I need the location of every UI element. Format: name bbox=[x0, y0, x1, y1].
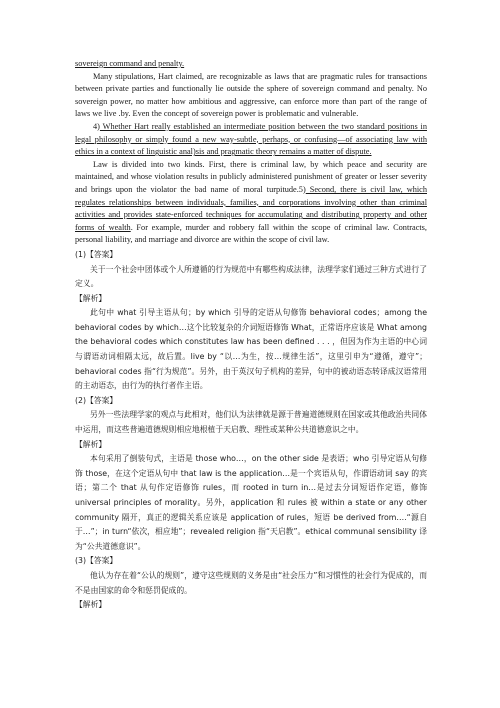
passage-paragraph-2 bbox=[75, 121, 427, 159]
passage-paragraph-1: Many stipulations, Hart claimed, are recognizable as laws that are pragmatic rules for transactions between private parties and functionally lie outside the sphere of sovereign command and penalty. No sovereign power, no matter how ambitious and aggressive, can enforce more than part of the range of laws we live .by. Even the concept of sovereign power is problematic and vulnerable. bbox=[75, 71, 427, 119]
underlined-sentence-4: Whether Hart really established an intermediate position between the two standard positions in legal philosophy or simply found a new way-subtle, perhaps, or confusing—of associating law with ethics in a context of linguistic anal)sis and pragmatic theory remains a matter of dispute. bbox=[75, 121, 427, 157]
text-column bbox=[75, 58, 427, 613]
underlined-sentence-5: Second, there is civil law, which regulates relationships between individuals, families, and corporations involving other than criminal activities and provides state-enforced techniques for accumulating and distributing property and other forms of wealth bbox=[75, 184, 427, 232]
analysis-text-1: 此句中 what 引导主语从句；by which 引导的定语从句修饰 behavioral codes；among the behavioral codes by which…这个比较复杂的介词短语修饰 What，正常语序应该是 What among the behavioral codes which constitutes law has been defined . . . ，但因为作为主语的中心词与谓语动词相隔太远，故后置。live by “以…为生，按…规律生活”，这里引申为“遵循，遵守”；behavioral codes 指“行为规范”。另外，由于英汉句子机构的差异，句中的被动语态转译成汉语常用的主动语态，由行为的执行者作主语。 bbox=[75, 308, 427, 391]
analysis-label-2: 【解析】 bbox=[75, 439, 107, 449]
answer-text-3: 他认为存在着“公认的规则”，遵守这些规则的义务是由“社会压力”和习惯性的社会行为促成的，而不是由国家的命令和惩罚促成的。 bbox=[75, 570, 427, 595]
answer-text-1: 关于一个社会中团体或个人所遵循的行为规范中有哪些构成法律，法理学家们通过三种方式进行了定义。 bbox=[75, 264, 427, 289]
analysis-label-1: 【解析】 bbox=[75, 293, 107, 303]
passage-paragraph-3 bbox=[75, 159, 427, 247]
analysis-label-3: 【解析】 bbox=[75, 600, 107, 610]
answer-text-2: 另外一些法理学家的观点与此相对，他们认为法律就是源于普遍道德规则在国家或其他政治共同体中运用，而这些普遍道德规则相应地根植于天启教、理性或某种公共道德意识之中。 bbox=[75, 410, 427, 435]
passage-text: . For example, murder and robbery fall within the scope of criminal law. Contracts, personal liability, and marriage and divorce are within the scope of civil law. bbox=[75, 222, 427, 245]
analysis-text-2: 本句采用了倒装句式，主语是 those who…，on the other side 是表语；who 引导定语从句修饰 those，在这个定语从句中 that law is the application…是一个宾语从句，作谓语动词 say 的宾语；第二个 that 从句作定语修饰 rules，而 rooted in turn in…是过去分词短语作定语，修饰 universal principles of morality。另外，application 和 rules 被 within a state or any other community 隔开，真正的逻辑关系应该是 application of rules，短语 be derived from….“源自于…”；in turn“依次，相应地”；revealed religion 指“天启教”。ethical communal sensibility 译为“公共道德意识”。 bbox=[75, 454, 427, 551]
sentence-number: 4) bbox=[93, 121, 100, 131]
passage-line: sovereign command and penalty. bbox=[75, 59, 185, 68]
answer-label-3: (3)【答案】 bbox=[75, 556, 118, 566]
answer-label-1: (1)【答案】 bbox=[75, 249, 118, 259]
passage-text: Law is divided into two kinds. First, there is criminal law, by which peace and security are maintained, and whose violation results in publicly administered punishment of greater or lesser severity and brings upon the violator the bad name of moral turpitude.5) bbox=[75, 159, 427, 194]
passage-paragraph-0-tail bbox=[75, 58, 427, 71]
answer-label-2: (2)【答案】 bbox=[75, 395, 118, 405]
